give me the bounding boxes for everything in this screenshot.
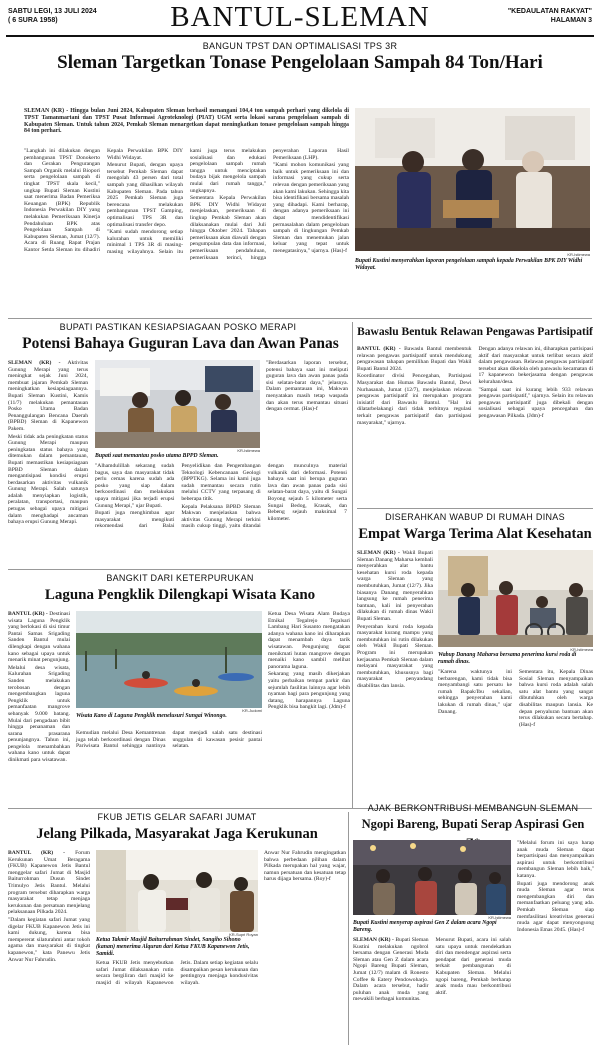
article1-paragraph: "Kami sudah mendorong setiap kalurahan untuk memiliki minimal 1 TPS 3R di masing-masing wilayahnya. Selain itu kami juga terus melakukan sosialisasi dan edukasi pengelolaan sampah rumah tangga untuk menciptakan budaya bijak mengelola sampah mulai dari rumah tangga," ungkapnya. (107, 148, 266, 255)
article2-body-col3 (266, 360, 348, 463)
article7-photo (353, 840, 511, 915)
article6-photo-image (96, 850, 258, 932)
article6-paragraph: Forum Kerukunan Umat Beragama (FKUB) Kapanewon Jetis Bantul menggelar safari Jumat di Masjid Baiturrohman Dusun Sindet Trimulyo Jetis Bantul. Melalui program tersebut diharapkan warga masyarakat tetap menjaga kerukunan dan persatuan menjelang pelaksanaan Pilkada 2024. (8, 850, 90, 916)
article1-paragraph: Sementara Kepala Perwakilan BPK DIY Widhi Widayat menjelaskan, pemeriksaan di lingkup Pemkab Sleman akan dilaksanakan mulai dari Juli hingga Oktober 2024. Tahapan pemeriksaan akan diawali dengan pengumpulan data dan informasi, pemeriksaan pendahuluan, pemeriksaan terinci, hingga penyerahan Laporan Hasil Pemeriksaan (LHP). (190, 148, 349, 261)
article6-body-col3 (264, 850, 346, 1045)
article4-kicker: BANGKIT DARI KETERPURUKAN (106, 573, 254, 583)
article1-paragraph: Menurut Bupati, dengan upaya tersebut Pemkab Sleman dapat mengolah 43 persen dari total sampah yang dihasilkan wilayah Kabupaten Sleman. Pada tahun 2025 Pemkab Sleman juga berencana melakukan pembangunan TPST Gamping, optimalisasi TPS 3R dan optimalisasi transfer depo. (107, 162, 183, 228)
article7-caption: Bupati Kustini menyerap aspirasi Gen Z dalam acara Ngopi Bareng. (353, 920, 497, 933)
article4-credit: KR-Judomi (242, 708, 262, 713)
article4-photo (76, 611, 262, 708)
article5-paragraph: "Karena waktunya ini berbarengan, kami tidak bisa menyambangi satu persatu ke rumah Bapak/Ibu sekalian, sehingga penyerahan kami lakukan di rumah dinas," ujar Danang. (438, 669, 512, 715)
article4-paragraph: Sekarang yang masih dikerjakan yaitu perbaikan tempat parkir dan sejumlah fasilitas lainnya agar lebih nyaman bagi para pengunjung yang datang, harapannya Laguna Pengklik bisa bangkit lagi. (Jdm)-f (268, 671, 350, 711)
article3-dateline: BANTUL (KR) - (357, 346, 401, 352)
article7-kicker: AJAK BERKONTRIBUSI MEMBANGUN SLEMAN (367, 803, 579, 813)
article1-credit: KR-Istimewa (567, 252, 590, 257)
article1-body (24, 148, 349, 316)
article1-dateline: SLEMAN (KR) - (24, 108, 69, 114)
article6-body-col2 (96, 960, 258, 1045)
article6-paragraph: Anwar Nur Fahrudin mengingatkan bahwa perbedaan pilihan dalam Pilkada merupakan hal yang wajar, namun persatuan dan kesatuan tetap harus dijaga bersama. (Roy)-f (264, 850, 346, 883)
article5-paragraph: Penyerahan kursi roda kepada masyarakat kurang mampu yang membutuhkan ini rutin dilakukan oleh Wakil Bupati Sleman. Program ini merupakan kerjasama Pemkab Sleman dalam melayani masyarakat yang membutuhkan, khususnya bagi masyarakat penyandang disabilitas dan lansia. (357, 623, 433, 689)
article2-credit: KR-Istimewa (237, 448, 260, 453)
article3-headline: Bawaslu Bentuk Relawan Pengawas Partisipatif (357, 326, 593, 338)
article7-paragraph: Menurut Bupati, acara ini salah satu upaya untuk mendekatkan diri dan mendengar aspirasi serta pendapat dari generasi muda terkait pembangunan di Kabupaten Sleman. Melalui ngopi bareng, Pemkab berharap anak muda mau berkontribusi aktif. (435, 937, 511, 996)
article2-body-col1 (8, 360, 88, 565)
article7-paragraph: Bupati juga mendorong anak muda Sleman agar terus mengembangkan diri dan memanfaatkan peluang yang ada. Pemkab Sleman siap memfasilitasi kreativitas generasi muda agar dapat menyongsong Indonesia Emas 2045. (Has)-f (517, 880, 594, 933)
article5-caption: Wabup Danang Maharsa bersama penerima kursi roda di rumah dinas. (438, 652, 577, 665)
masthead-date-block (8, 7, 158, 25)
article1-photo (355, 108, 590, 251)
article7-body-col1 (353, 937, 511, 1045)
article7-credit: KR-Istimewa (488, 915, 511, 920)
article2-photo-image (95, 360, 260, 448)
article2-paragraph: "Berdasarkan laporan tersebut, potensi bahaya saat ini meliputi guguran lava dan awan panas pada sisi selatan-barat daya," jelasnya. Dalam pemantauan ini, Makwan menyatakan masih tetap waspada dan akan terus memantau situasi dengan cermat. (Has)-f (266, 360, 348, 413)
article6-dateline: BANTUL (KR) - (8, 850, 66, 856)
article1-paragraph: "Langkah ini dilakukan dengan pembangunan TPST Donokerto dan Gerakan Pengurangan Sampah Organik melalui Biopori serta pengelolaan sampah di tingkat TPST skala kecil," ungkap Bupati Sleman Kustini saat menerima Badan Pemeriksa Keuangan (BPK) Republik Indonesia Perwakilan DIY yang melakukan Pemeriksaan Kinerja Pendahuluan BPK atas Pengelolaan Sampah di Kabupaten Sleman, Jumat (12/7). Acara di Ruang Rapat Prajan Kantor Setda Sleman itu dihadiri Kepala Perwakilan BPK DIY Widhi Widayat. (24, 148, 183, 253)
divider (357, 508, 593, 509)
article1-headline: Sleman Targetkan Tonase Pengelolaan Sampah 84 Ton/Hari (57, 52, 543, 73)
article1-kicker: BANGUN TPST DAN OPTIMALISASI TPS 3R (202, 41, 398, 51)
article4-photo-image (76, 611, 262, 708)
article4-body-col2 (76, 730, 262, 806)
article3-paragraph: "Sampai saat ini kurang lebih 933 relawan pengawas partisipatif," ujarnya. Selain itu relawan pengawas partisipatif juga dibekali dengan sosialisasi sebagai upaya pencegahan dan pengawasan Pilkada. (Jdm)-f (478, 386, 593, 419)
article2-photo (95, 360, 260, 448)
article7-dateline: SLEMAN (KR) - (353, 937, 394, 943)
article2-headline: Potensi Bahaya Guguran Lava dan Awan Panas (22, 335, 339, 352)
article1-paragraph: "Kami mohon komunikasi yang baik untuk pemeriksaan ini dan informasi yang cukup serta relevan dengan pemeriksaan yang akan kami lakukan. Sehingga kita bisa identifikasi bersama masalah yang dihadapi. Kami berharap, dengan adanya pemeriksaan ini dapat mendidentifikasi permasalahan dalam pengelolaan sampah di lingkungan Pemkab Sleman dan menemukan jalan keluar yang tepat untuk menegatasinya," ujarnya. (Has)-f (273, 162, 349, 254)
article2-paragraph: Meski tidak ada peningkatan status Gunung Merapi maupun peningkatan status bahaya yang ditemukan dalam pemantauan, Bupati memastikan kesiapsiagaan BPBD Sleman dalam mengantisipasi kondisi erupsi berdasarkan aktivitas vulkanik Gunung Merapi. Salah satunya adalah menyiapkan logistik, peralatan, transportasi, maupun petugas sebagai upaya mitigasi dalam menghadapi ancaman bahaya erupsi Gunung Merapi. (8, 433, 88, 526)
article4-body-col1 (8, 611, 70, 806)
article1-lead-text: Hingga bulan Juni 2024, Kabupaten Sleman berhasil menangani 104,4 ton sampah perhari yang dikelola di TPST Tamanmartani dan TPST Pusat Informasi Agroteknologi (PIAT) UGM serta lokasi sarana pengelolaan sampah di Kabupaten Sleman. Untuk tahun 2024, Pemkab Sleman menargetkan dapat meningkatkan tonase pengelolaan sampah hingga 84 ton perhari. (24, 108, 349, 135)
article5-body-col1 (357, 550, 433, 800)
article7-paragraph: "Melalui forum ini saya harap anak muda Sleman dapat berpartisipasi dan menyampaikan aspirasi untuk berkontribusi membangun Sleman lebih baik," katanya. (517, 840, 594, 879)
article3-paragraph: Bawaslu Bantul membentuk relawan pengawas partisipatif untuk mendukung pengawasan tahapan pemilihan Bupati dan Wakil Bupati Bantul 2024. (357, 346, 472, 372)
article6-caption: Ketua Takmir Masjid Baiturrahman Sindet, Sangiho Sihono (kanan) menerima Alquran dari Ketua FKUB Kapanewon Jetis, Samidi. (96, 937, 250, 957)
article4-paragraph: Kemudian melalui Desa Kemantrenan juga telah berkoordinasi dengan Dinas Pariwisata Bantul sehingga nantinya dapat menjadi salah satu destinasi unggulan di kawasan pesisir pantai selatan. (76, 730, 262, 750)
article4-caption: Wisata Kano di Laguna Pengklik menelusuri Sungai Winongo. (76, 713, 227, 719)
article5-dateline: SLEMAN (KR) - (357, 550, 400, 556)
masthead-page: HALAMAN 3 (550, 17, 592, 24)
article2-caption: Bupati saat memantau posko utama BPPD Sleman. (95, 453, 219, 459)
article2-dateline: SLEMAN (KR) - (8, 360, 61, 366)
article2-kicker: BUPATI PASTIKAN KESIAPSIAGAAN POSKO MERAPI (59, 322, 297, 332)
article3-body (357, 346, 593, 504)
divider (8, 318, 592, 319)
article3-paragraph: Koordinator divisi Pencegahan, Partisipasi Masyarakat dan Humas Bawaslu Bantul, Dewi Nurhasanah, Jumat (12/7), menjelaskan relawan pengawas partisipatif ini merupakan program inisiatif dari Bawaslu Bantul. "Hal ini dilatarbelakangi dari tidak terbitnya regulasi terkait pengawas partisipatif dan partisipasi masyarakat," ujarnya. (357, 373, 472, 426)
article2-paragraph: "Alhamdulillah sekarang sudah bagus, saya dan masyarakat tidak perlu cemas karena sudah ada posko yang siap dalam berkoordinasi dan melakukan upaya mitigasi jika terjadi erupsi Gunung Merapi," ujar Bupati. (95, 463, 175, 509)
divider (8, 569, 352, 570)
article5-kicker: DISERAHKAN WABUP DI RUMAH DINAS (385, 512, 565, 522)
article6-credit: KR-Supri Royan (229, 932, 258, 937)
article4-dateline: BANTUL (KR) - (8, 611, 48, 617)
divider (352, 508, 353, 808)
article6-body-col1 (8, 850, 90, 1045)
masthead-date: SABTU LEGI, 13 JULI 2024 (8, 8, 97, 15)
masthead-page-block (455, 7, 592, 25)
article4-headline: Laguna Pengklik Dilengkapi Wisata Kano (44, 587, 316, 603)
article2-paragraph: Bupati juga menghimbau agar masyarakat mengikuti rekomendasi dari Balai Penyelidikan dan Pengembangan Teknologi Kebencanaan Geologi (BPPTKG). Selama ini kami juga sudah memantau secara rutin melalui CCTV yang terpasang di beberapa titik. (95, 463, 261, 530)
article5-photo (438, 550, 593, 647)
article6-kicker: FKUB JETIS GELAR SAFARI JUMAT (97, 812, 257, 822)
article7-paragraph: Bupati Sleman Kustini melakukan ngobrol bersama dengan Generasi Muda Sleman atau Gen Z dalam acara Ngopi Bareng Bupati Sleman, Jumat (12/7) malam di Ronesto Coffee & Eatery Pendowoharjo. Dalam acara tersebut, hadir puluhan anak muda yang mewakili berbagai komunitas. (353, 937, 429, 1003)
article1-photo-image (355, 108, 590, 251)
article4-paragraph: Ketua Desa Wisata Alam Budaya Etnikal Tegalrejo Tegalsari Lambang Hari Susanto mengatakan adanya wahana kano ini diharapkan dapat menambah daya tarik wisatawan. Pengunjung dapat menikmati hutan mangrove dengan menaiki kano sambil melihat panorama laguna. (268, 611, 350, 670)
article2-paragraph: Kepala Pelaksana BPBD Sleman Makwan menjelaskan bahwa aktivitas Gunung Merapi terkini masih cukup tinggi, yaitu ditandai dengan munculnya material vulkanik dari deformasi. Potensi bahaya saat ini berupa guguran lava dan awan panas pada sisi selatan-barat daya, yaitu di Sungai Boyong sejauh 5 kilometer serta Sungai Bedog, Krasak, dan Bebeng sejauh maksimal 7 kilometer. (181, 463, 347, 530)
article2-body-col2 (95, 463, 347, 565)
article6-paragraph: "Dalam kegiatan safari Jumat yang digelar FKUB Kapanewon Jetis ini kami dukung, karena bisa mempererat silaturahmi antar tokoh agama dan masyarakat di tingkat kapanewon," kata Panewu Jetis Anwar Nur Fahrudin. (8, 916, 90, 963)
article6-photo (96, 850, 258, 932)
article2-paragraph: Aktivitas Gunung Merapi yang terus meningkat sejak Juni 2024, membuat jajaran Pemkab Sleman meningkatkan kesiapsiagaannya. Bupati Sleman Kustini, Kamis (11/7) melakukan pemantauan Posko Utama Badan Penanggulangan Bencana Daerah (BPBD) Sleman di Kapanewon Pakem. (8, 360, 88, 432)
article1-lead (24, 108, 349, 148)
article7-photo-image (353, 840, 511, 915)
article7-headline: Ngopi Bareng, Bupati Serap Aspirasi Gen (361, 817, 585, 831)
article3-paragraph: Dengan adanya relawan ini, diharapkan partisipasi aktif dari masyarakat untuk terlibat secara aktif dalam pengawasan. Relawan pengawas partisipatif tersebut akan dikelola oleh panwaslu kecamatan di 17 kapanewon bekerjasama dengan pengawas kelurahan/desa. (478, 346, 593, 385)
article5-paragraph: Sementara itu, Kepala Dinas Sosial Sleman menyampaikan bahwa kursi roda adalah salah satu alat bantu yang sangat dibutuhkan oleh warga disabilitas maupun lansia. Ke depan penyaluran bantuan akan terus dilakukan secara bertahap. (Has)-f (519, 669, 593, 728)
article1-caption: Bupati Kustini menyerahkan laporan pengelolaan sampah kepada Perwakilan BPK DIY Widhi Widayat. (355, 258, 583, 271)
article5-body-col2 (438, 669, 593, 800)
article6-headline: Jelang Pilkada, Masyarakat Jaga Kerukunan (36, 826, 318, 842)
masthead-rule (6, 35, 594, 37)
masthead-title: BANTUL-SLEMAN (170, 1, 430, 33)
article6-paragraph: Ketua FKUB Jetis menyebutkan safari Jumat dilaksanakan rutin secara bergiliran dari masjid ke masjid di wilayah Kapanewon Jetis. Dalam setiap kegiatan selalu disampaikan pesan kerukunan dan pentingnya menjaga kondusivitas wilayah. (96, 960, 258, 986)
article4-body-col3 (268, 611, 350, 806)
article5-headline: Empat Warga Terima Alat Kesehatan (358, 526, 592, 542)
article4-paragraph: Melalui desa wisata, Kalurahan Srigading Sanden melakukan terobosan dengan mengembangkan laguna Pengklik untuk pemanfaatan mangrove sebanyak 9.000 batang. Mulai dari pengadaan bibit hingga penanaman dan sarana prasarana penunjangnya. Tahun ini, pengelola menambahkan wahana kano untuk dapat dinikmati para wisatawan. (8, 664, 70, 764)
masthead-tagline: "KEDAULATAN RAKYAT" (507, 8, 592, 15)
article5-photo-image (438, 550, 593, 647)
article4-paragraph: Destinasi wisata Laguna Pengklik yang berlokasi di sisi timur Pantai Samas Srigading Sanden Bantul mulai dilengkapi dengan wahana kano sebagai upaya untuk menarik minat pengunjung. (8, 611, 71, 664)
article5-credit: KR-Istimewa (570, 647, 593, 652)
article5-paragraph: Wakil Bupati Sleman Danang Maharsa kembali menyerahkan alat bantu kesehatan kursi roda kepada warga Sleman yang membutuhkan, Jumat (12/7). Jika biasanya Danang menyerahkan langsung ke rumah penerima bantuan, kali ini penyerahan dilakukan di rumah dinas Wakil Bupati Sleman. (357, 550, 433, 622)
masthead-date-jawa: ( 6 SURA 1958) (8, 17, 58, 24)
divider (348, 812, 349, 1045)
article7-body-col2 (517, 840, 594, 1045)
